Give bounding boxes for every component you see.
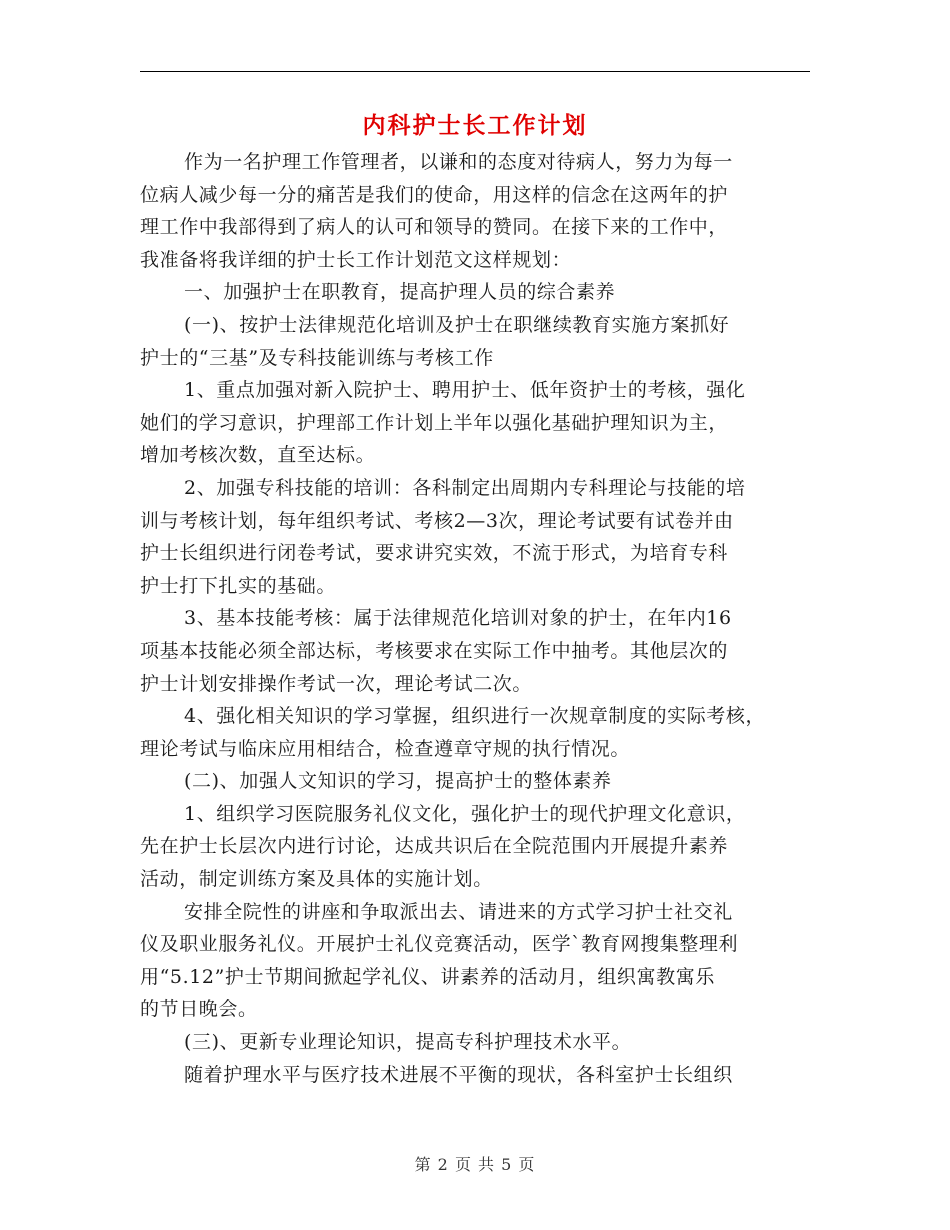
- body-line: (一)、按护士法律规范化培训及护士在职继续教育实施方案抓好: [184, 313, 730, 336]
- body-line: 安排全院性的讲座和争取派出去、请进来的方式学习护士社交礼: [184, 900, 733, 923]
- body-line: 护士打下扎实的基础。: [140, 574, 337, 597]
- header-rule: [140, 71, 810, 72]
- body-line: 训与考核计划，每年组织考试、考核2—3次，理论考试要有试卷并由: [140, 509, 734, 532]
- body-line: 1、组织学习医院服务礼仪文化，强化护士的现代护理文化意识，: [184, 802, 746, 825]
- body-line: 用“5.12”护士节期间掀起学礼仪、讲素养的活动月，组织寓教寓乐: [140, 965, 715, 988]
- body-line: 仪及职业服务礼仪。开展护士礼仪竞赛活动，医学`教育网搜集整理利: [140, 933, 739, 956]
- body-line: 的节日晚会。: [140, 998, 258, 1021]
- body-line: 活动，制定训练方案及具体的实施计划。: [140, 868, 493, 891]
- body-line: 护士长组织进行闭卷考试，要求讲究实效，不流于形式，为培育专科: [140, 542, 729, 565]
- body-line: 4、强化相关知识的学习掌握，组织进行一次规章制度的实际考核，: [184, 705, 766, 728]
- body-line: 护士计划安排操作考试一次，理论考试二次。: [140, 672, 533, 695]
- body-line: 2、加强专科技能的培训：各科制定出周期内专科理论与技能的培: [184, 476, 746, 499]
- body-line: 理论考试与临床应用相结合，检查遵章守规的执行情况。: [140, 737, 631, 760]
- body-line: 她们的学习意识，护理部工作计划上半年以强化基础护理知识为主，: [140, 411, 729, 434]
- body-line: 项基本技能必须全部达标，考核要求在实际工作中抽考。其他层次的: [140, 639, 729, 662]
- body-line: 理工作中我部得到了病人的认可和领导的赞同。在接下来的工作中，: [140, 216, 729, 239]
- body-line: 位病人减少每一分的痛苦是我们的使命，用这样的信念在这两年的护: [140, 183, 729, 206]
- body-line: 先在护士长层次内进行讨论，达成共识后在全院范围内开展提升素养: [140, 835, 729, 858]
- page-number-footer: 第 2 页 共 5 页: [414, 1155, 536, 1174]
- document-body: [140, 146, 820, 1091]
- body-line: 1、重点加强对新入院护士、聘用护士、低年资护士的考核，强化: [184, 379, 746, 402]
- document-title: 内科护士长工作计划: [362, 112, 588, 139]
- body-line: 作为一名护理工作管理者，以谦和的态度对待病人，努力为每一: [184, 151, 733, 173]
- body-line: (二)、加强人文知识的学习，提高护士的整体素养: [184, 770, 612, 793]
- body-line: 随着护理水平与医疗技术进展不平衡的现状，各科室护士长组织: [184, 1063, 733, 1086]
- body-line: 我准备将我详细的护士长工作计划范文这样规划：: [140, 248, 572, 271]
- body-line: 增加考核次数，直至达标。: [140, 444, 376, 467]
- body-line: 3、基本技能考核：属于法律规范化培训对象的护士，在年内16: [184, 607, 732, 630]
- body-line: (三)、更新专业理论知识，提高专科护理技术水平。: [184, 1031, 632, 1054]
- body-line: 一、加强护士在职教育，提高护理人员的综合素养: [184, 281, 616, 304]
- body-line: 护士的“三基”及专科技能训练与考核工作: [140, 346, 494, 369]
